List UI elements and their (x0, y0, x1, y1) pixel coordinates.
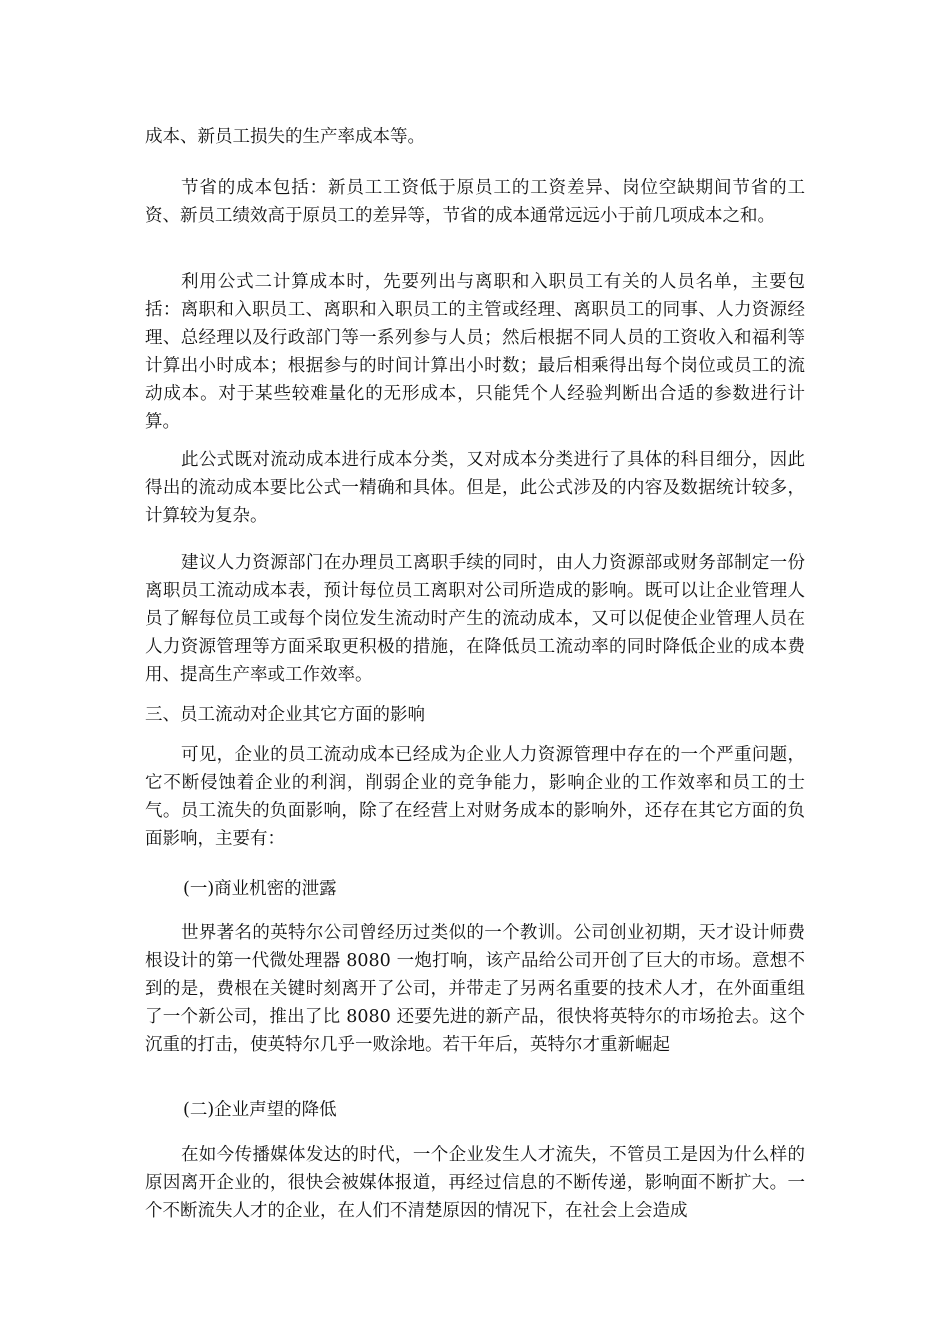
paragraph-formula-two: 利用公式二计算成本时，先要列出与离职和入职员工有关的人员名单，主要包括：离职和入职员工、离职和入职员工的主管或经理、离职员工的同事、人力资源经理、总经理以及行政部门等一系列参与人员；然后根据不同人员的工资收入和福利等计算出小时成本；根据参与的时间计算出小时数；最后相乘得出每个岗位或员工的流动成本。对于某些较难量化的无形成本，只能凭个人经验判断出合适的参数进行计算。 (145, 272, 805, 432)
paragraph-intel-example: 世界著名的英特尔公司曾经历过类似的一个教训。公司创业初期，天才设计师费根设计的第一代微处理器 8080 一炮打响，该产品给公司开创了巨大的市场。意想不到的是，费根在关键时刻离开了公司，并带走了另两名重要的技术人才，在外面重组了一个新公司，推出了比 8080 还要先进的新产品，很快将英特尔的市场抢去。这个沉重的打击，使英特尔几乎一败涂地。若干年后，英特尔才重新崛起 (145, 923, 805, 1055)
subheading-reputation: (二)企业声望的降低 (183, 1100, 337, 1120)
paragraph-formula-comparison: 此公式既对流动成本进行成本分类，又对成本分类进行了具体的科目细分，因此得出的流动成本要比公式一精确和具体。但是，此公式涉及的内容及数据统计较多，计算较为复杂。 (145, 450, 805, 526)
section-heading-3: 三、员工流动对企业其它方面的影响 (145, 705, 425, 725)
paragraph-hr-recommendation: 建议人力资源部门在办理员工离职手续的同时，由人力资源部或财务部制定一份离职员工流动成本表，预计每位员工离职对公司所造成的影响。既可以让企业管理人员了解每位员工或每个岗位发生流动时产生的流动成本，又可以促使企业管理人员在人力资源管理等方面采取更积极的措施，在降低员工流动率的同时降低企业的成本费用、提高生产率或工作效率。 (145, 553, 805, 685)
paragraph-cost-continued: 成本、新员工损失的生产率成本等。 (145, 127, 425, 147)
paragraph-saved-costs: 节省的成本包括：新员工工资低于原员工的工资差异、岗位空缺期间节省的工资、新员工绩效高于原员工的差异等，节省的成本通常远远小于前几项成本之和。 (145, 178, 805, 226)
paragraph-media-era: 在如今传播媒体发达的时代，一个企业发生人才流失，不管员工是因为什么样的原因离开企业的，很快会被媒体报道，再经过信息的不断传递，影响面不断扩大。一个不断流失人才的企业，在人们不清楚原因的情况下，在社会上会造成 (145, 1145, 805, 1221)
subheading-trade-secrets: (一)商业机密的泄露 (183, 879, 337, 899)
paragraph-negative-effects: 可见，企业的员工流动成本已经成为企业人力资源管理中存在的一个严重问题，它不断侵蚀着企业的利润，削弱企业的竞争能力，影响企业的工作效率和员工的士气。员工流失的负面影响，除了在经营上对财务成本的影响外，还存在其它方面的负面影响，主要有： (145, 745, 805, 849)
